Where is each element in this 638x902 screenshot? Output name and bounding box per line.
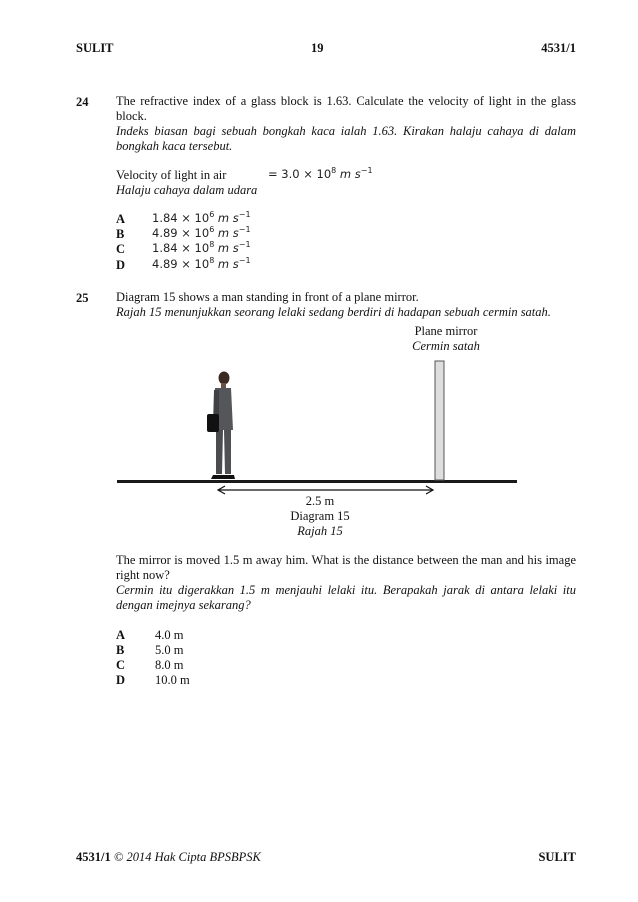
- question-25-prompt-malay: Cermin itu digerakkan 1.5 m menjauhi lelaki itu. Berapakah jarak di antara lelaki itu dengan imejnya sekarang?: [116, 583, 576, 612]
- question-24-number: 24: [76, 95, 89, 109]
- footer-copyright: © 2014 Hak Cipta BPSBPSK: [113, 850, 261, 864]
- distance-label: 2.5 m: [305, 494, 335, 508]
- q25-option-c-value: 8.0 m: [155, 658, 184, 672]
- plane-mirror: [435, 361, 444, 480]
- mirror-label-malay: Cermin satah: [412, 339, 480, 353]
- q24-option-a-letter: A: [116, 212, 126, 226]
- header-right: 4531/1: [541, 41, 576, 55]
- q25-option-b-value: 5.0 m: [155, 643, 184, 657]
- given-label: Velocity of light in air: [116, 168, 227, 182]
- q25-option-b-letter: B: [116, 643, 125, 657]
- q24-option-a-value: $1.84 \times 10^6$ m $s^{-1}$: [152, 210, 251, 225]
- question-24-text-malay: Indeks biasan bagi sebuah bongkah kaca ialah 1.63. Kirakan halaju cahaya di dalam bongkah kaca tersebut.: [116, 124, 576, 153]
- footer-right: SULIT: [538, 850, 576, 864]
- q24-option-b-value: $4.89 \times 10^6$ m $s^{-1}$: [152, 225, 251, 240]
- mirror-label: Plane mirror: [414, 324, 478, 338]
- q24-option-b-letter: B: [116, 227, 125, 241]
- q25-option-d-value: 10.0 m: [155, 673, 190, 687]
- distance-arrow: [218, 486, 433, 494]
- man-figure: [207, 372, 235, 480]
- diagram-caption-malay: Rajah 15: [297, 524, 343, 538]
- question-25-number: 25: [76, 291, 89, 305]
- question-25-prompt: The mirror is moved 1.5 m away him. What is the distance between the man and his image right now?: [116, 553, 576, 582]
- diagram-15: [0, 350, 638, 500]
- question-25-text: Diagram 15 shows a man standing in front of a plane mirror.: [116, 290, 419, 304]
- footer-left: [76, 850, 261, 865]
- q25-option-d-letter: D: [116, 673, 126, 687]
- given-value: = $3.0 \times 10^8$ m $s^{-1}$: [268, 166, 373, 181]
- page-number: 19: [311, 41, 324, 55]
- q25-option-a-letter: A: [116, 628, 126, 642]
- q24-option-d-value: $4.89 \times 10^8$ m $s^{-1}$: [152, 256, 251, 271]
- q25-option-c-letter: C: [116, 658, 126, 672]
- floor-line: [117, 480, 517, 483]
- given-label-malay: Halaju cahaya dalam udara: [116, 183, 258, 197]
- q24-option-d-letter: D: [116, 258, 126, 272]
- diagram-caption: Diagram 15: [290, 509, 350, 523]
- q24-option-c-letter: C: [116, 242, 126, 256]
- footer-code: 4531/1: [76, 850, 111, 864]
- q24-option-c-value: $1.84 \times 10^8$ m $s^{-1}$: [152, 240, 251, 255]
- question-25-text-malay: Rajah 15 menunjukkan seorang lelaki sedang berdiri di hadapan sebuah cermin satah.: [116, 305, 551, 319]
- question-24-text: The refractive index of a glass block is 1.63. Calculate the velocity of light in the glass block.: [116, 94, 576, 123]
- q25-option-a-value: 4.0 m: [155, 628, 184, 642]
- header-left: SULIT: [76, 41, 114, 55]
